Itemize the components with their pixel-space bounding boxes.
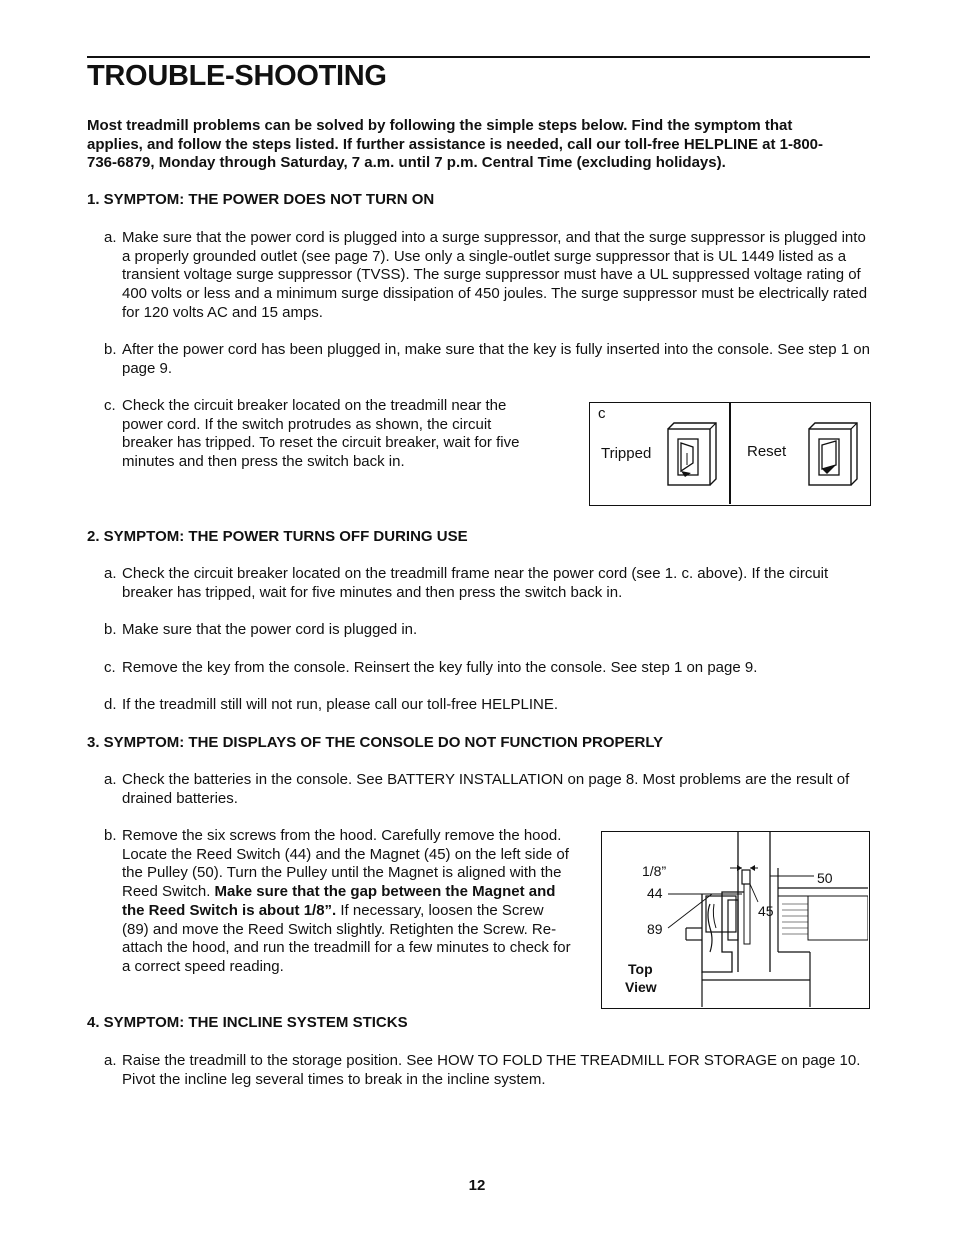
intro-paragraph: Most treadmill problems can be solved by following the simple steps below. Find the symptom that applies, and follow the steps listed. If further assistance is needed, call our toll-free HELPLINE at 1-800-736-6879, Monday through Saturday, 7 a.m. until 7 p.m. Central Time (excluding holidays).: [87, 117, 824, 172]
step-letter: b.: [104, 827, 117, 844]
step-2d: [104, 696, 870, 715]
step-1b: [104, 341, 870, 378]
part-45-label: 45: [758, 903, 774, 919]
symptom-3-heading: 3. SYMPTOM: THE DISPLAYS OF THE CONSOLE DO NOT FUNCTION PROPERLY: [87, 734, 664, 751]
step-letter: d.: [104, 696, 117, 713]
step-2b: [104, 621, 870, 640]
reed-switch-figure: [601, 831, 870, 1009]
step-1a: [104, 229, 870, 323]
step-text-pre: Remove the six screws from the hood. Carefully remove the hood. Locate the Reed Switch (44) and the Magnet (45) on the left side of the Pulley (50). Turn the Pulley until the Magnet is aligned with the Reed Switch.: [122, 827, 569, 901]
symptom-2-heading: 2. SYMPTOM: THE POWER TURNS OFF DURING USE: [87, 528, 468, 545]
tripped-switch-icon: [662, 419, 718, 491]
step-letter: a.: [104, 1052, 117, 1069]
step-text-emphasis: Make sure that the gap between the Magnet and the Reed Switch is about 1/8”.: [122, 883, 556, 919]
step-text: If the treadmill still will not run, please call our toll-free HELPLINE.: [122, 696, 559, 713]
reset-label: Reset: [747, 443, 787, 460]
top-view-label-line2: View: [625, 979, 657, 995]
figure-corner-label: c: [598, 405, 606, 422]
step-2a: [104, 565, 870, 602]
header-rule: [87, 56, 870, 58]
step-text: [122, 827, 572, 977]
circuit-breaker-figure: [589, 402, 871, 506]
step-letter: c.: [104, 659, 116, 676]
step-text: Check the circuit breaker located on the treadmill frame near the power cord (see 1. c. above). If the circuit breaker has tripped, wait for five minutes and then press the switch back in.: [122, 565, 829, 601]
step-text: Check the batteries in the console. See BATTERY INSTALLATION on page 8. Most problems are the result of drained batteries.: [122, 771, 850, 807]
step-text-post: If necessary, loosen the Screw (89) and move the Reed Switch slightly. Retighten the Screw. Re-attach the hood, and run the treadmill for a few minutes to check for a correct speed reading.: [122, 901, 571, 975]
step-text: After the power cord has been plugged in, make sure that the key is fully inserted into the console. See step 1 on page 9.: [122, 341, 870, 377]
step-4a: [104, 1052, 870, 1089]
tripped-label: Tripped: [601, 445, 652, 462]
step-letter: a.: [104, 229, 117, 246]
step-letter: a.: [104, 771, 117, 788]
step-text: Make sure that the power cord is plugged in.: [122, 621, 418, 638]
step-letter: c.: [104, 397, 116, 414]
symptom-1-heading: 1. SYMPTOM: THE POWER DOES NOT TURN ON: [87, 191, 435, 208]
part-44-label: 44: [647, 885, 663, 901]
gap-label: 1/8”: [642, 863, 667, 879]
step-1c: [104, 397, 542, 472]
step-3b: [104, 827, 572, 977]
page-title: TROUBLE-SHOOTING: [87, 60, 387, 92]
step-text: Check the circuit breaker located on the treadmill near the power cord. If the switch protrudes as shown, the circuit breaker has tripped. To reset the circuit breaker, wait for five minutes and then press the switch back in.: [122, 397, 520, 471]
step-text: Raise the treadmill to the storage position. See HOW TO FOLD THE TREADMILL FOR STORAGE on page 10. Pivot the incline leg several times to break in the incline system.: [122, 1052, 861, 1088]
step-letter: b.: [104, 341, 117, 358]
step-text: Remove the key from the console. Reinsert the key fully into the console. See step 1 on page 9.: [122, 659, 758, 676]
page-number: 12: [468, 1177, 486, 1194]
figure-divider: [729, 403, 731, 504]
part-50-label: 50: [817, 870, 833, 886]
part-89-label: 89: [647, 921, 663, 937]
reset-switch-icon: [803, 419, 859, 491]
symptom-4-heading: 4. SYMPTOM: THE INCLINE SYSTEM STICKS: [87, 1014, 408, 1031]
step-2c: [104, 659, 870, 678]
step-letter: a.: [104, 565, 117, 582]
step-3a: [104, 771, 870, 808]
step-text: Make sure that the power cord is plugged into a surge suppressor, and that the surge suppressor is plugged into a properly grounded outlet (see page 7). Use only a single-outlet surge suppressor that is UL 1449 listed as a transient voltage surge suppressor (TVSS). The surge suppressor must have a UL suppressed voltage rating of 400 volts or less and a minimum surge dissipation of 450 joules. The surge suppressor must be electrically rated for 120 volts AC and 15 amps.: [122, 229, 868, 321]
top-view-label-line1: Top: [628, 961, 653, 977]
step-letter: b.: [104, 621, 117, 638]
